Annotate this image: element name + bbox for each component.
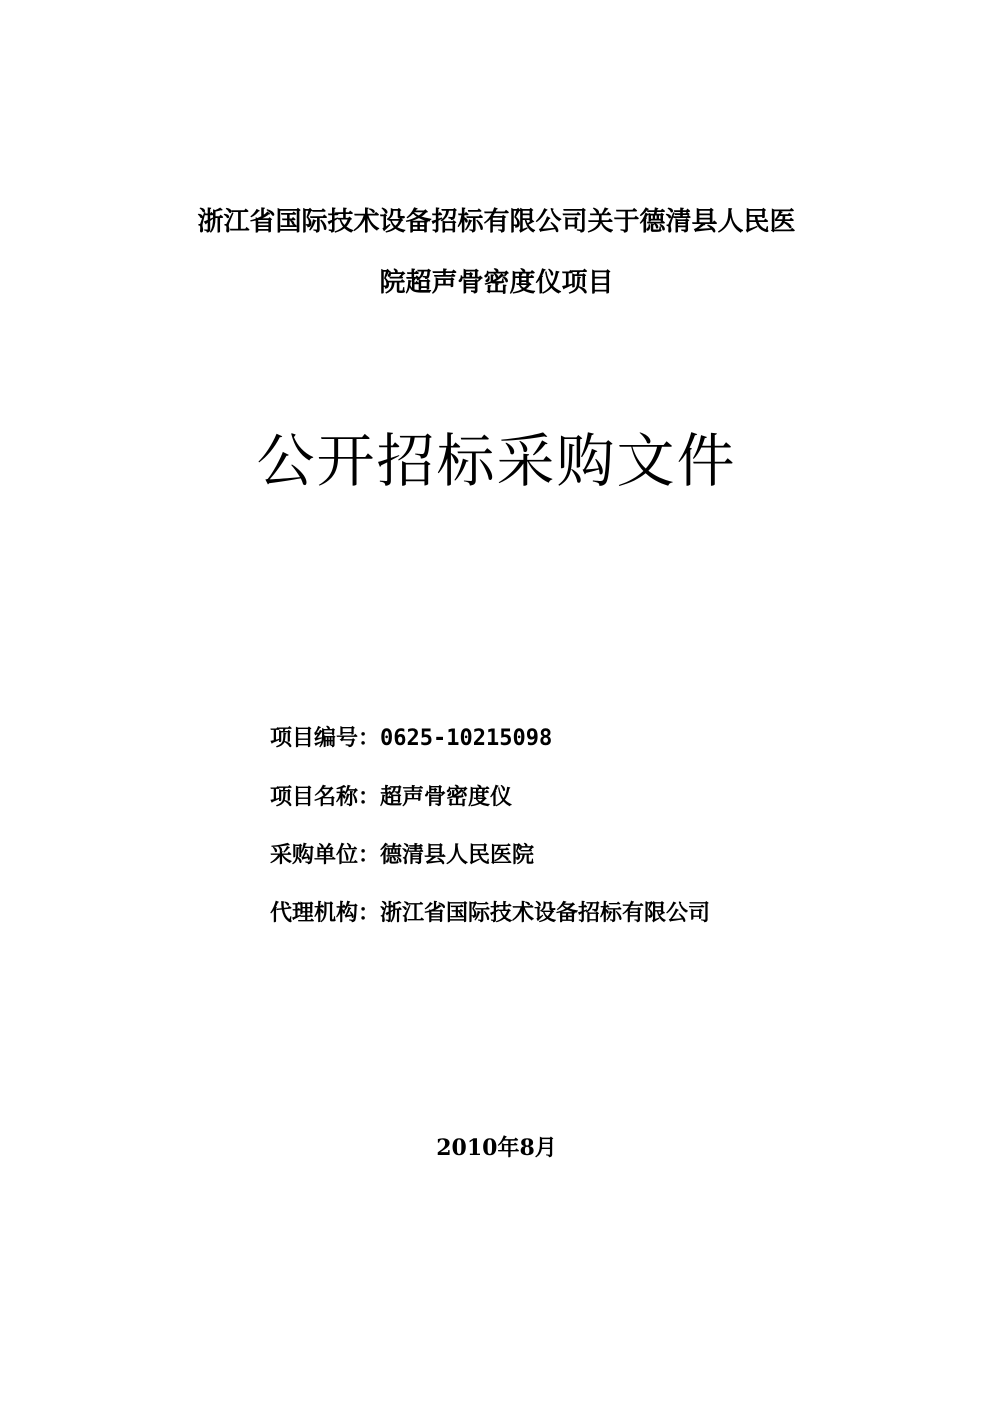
project-number-label: 项目编号：: [270, 725, 381, 751]
heading-line-1: 浙江省国际技术设备招标有限公司关于德清县人民医: [197, 207, 796, 237]
purchaser-label: 采购单位：: [270, 842, 381, 868]
purchaser-value: 德清县人民医院: [380, 842, 535, 868]
project-name-label: 项目名称：: [270, 784, 381, 810]
project-name-value: 超声骨密度仪: [380, 784, 513, 810]
project-number-value: 0625-10215098: [380, 726, 553, 751]
project-number-row: [270, 724, 552, 753]
agency-value: 浙江省国际技术设备招标有限公司: [380, 900, 711, 926]
document-date: 2010年8月: [436, 1135, 557, 1161]
agency-label: 代理机构：: [270, 900, 381, 926]
purchaser-row: [270, 841, 534, 869]
project-name-row: [270, 783, 512, 811]
heading-line-2: 院超声骨密度仪项目: [379, 268, 614, 298]
agency-row: [270, 899, 710, 927]
document-title: 公开招标采购文件: [256, 427, 737, 495]
